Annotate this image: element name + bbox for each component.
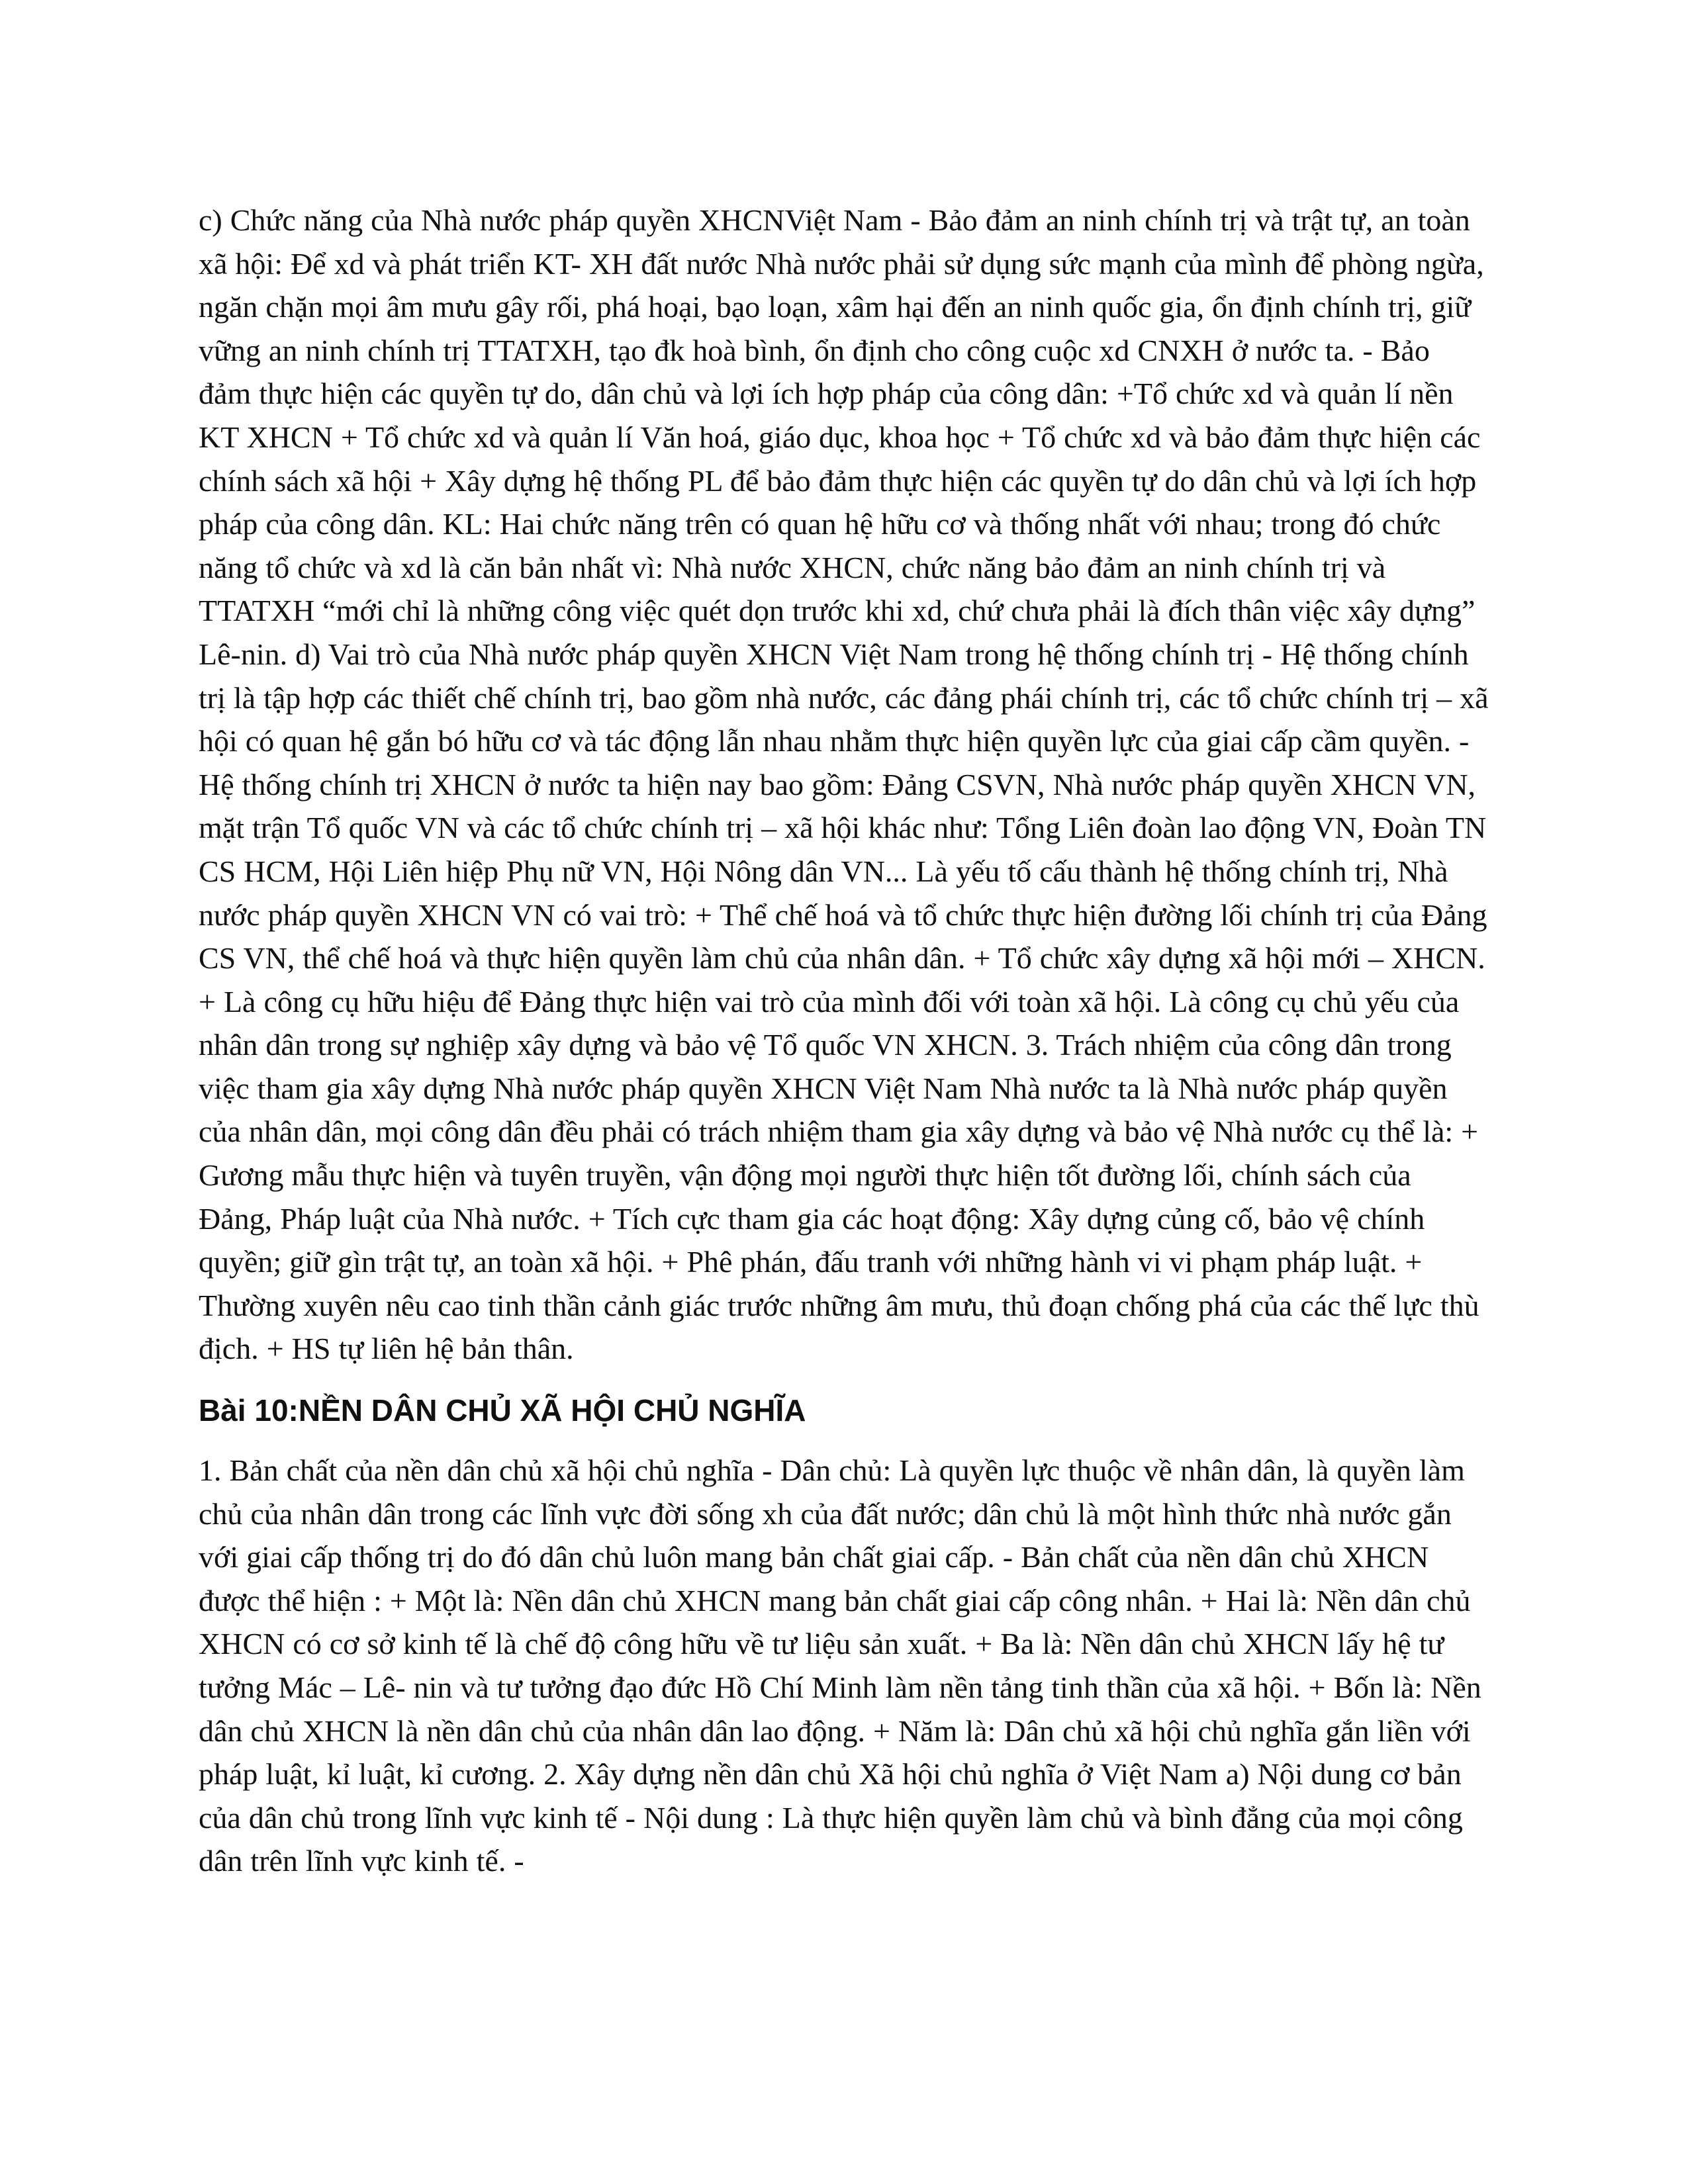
- body-paragraph: c) Chức năng của Nhà nước pháp quyền XHCNViệt Nam - Bảo đảm an ninh chính trị và trật tự, an toàn xã hội: Để xd và phát triển KT- XH đất nước Nhà nước phải sử dụng sức mạnh của mình để phòng ngừa, ngăn chặn mọi âm mưu gây rối, phá hoại, bạo loạn, xâm hại đến an ninh quốc gia, ổn định chính trị, giữ vững an ninh chính trị TTATXH, tạo đk hoà bình, ổn định cho công cuộc xd CNXH ở nước ta. - Bảo đảm thực hiện các quyền tự do, dân chủ và lợi ích hợp pháp của công dân: +Tổ chức xd và quản lí nền KT XHCN + Tổ chức xd và quản lí Văn hoá, giáo dục, khoa học + Tổ chức xd và bảo đảm thực hiện các chính sách xã hội + Xây dựng hệ thống PL để bảo đảm thực hiện các quyền tự do dân chủ và lợi ích hợp pháp của công dân. KL: Hai chức năng trên có quan hệ hữu cơ và thống nhất với nhau; trong đó chức năng tổ chức và xd là căn bản nhất vì: Nhà nước XHCN, chức năng bảo đảm an ninh chính trị và TTATXH “mới chỉ là những công việc quét dọn trước khi xd, chứ chưa phải là đích thân việc xây dựng” Lê-nin. d) Vai trò của Nhà nước pháp quyền XHCN Việt Nam trong hệ thống chính trị - Hệ thống chính trị là tập hợp các thiết chế chính trị, bao gồm nhà nước, các đảng phái chính trị, các tổ chức chính trị – xã hội có quan hệ gắn bó hữu cơ và tác động lẫn nhau nhằm thực hiện quyền lực của giai cấp cầm quyền. - Hệ thống chính trị XHCN ở nước ta hiện nay bao gồm: Đảng CSVN, Nhà nước pháp quyền XHCN VN, mặt trận Tổ quốc VN và các tổ chức chính trị – xã hội khác như: Tổng Liên đoàn lao động VN, Đoàn TN CS HCM, Hội Liên hiệp Phụ nữ VN, Hội Nông dân VN... Là yếu tố cấu thành hệ thống chính trị, Nhà nước pháp quyền XHCN VN có vai trò: + Thể chế hoá và tổ chức thực hiện đường lối chính trị của Đảng CS VN, thể chế hoá và thực hiện quyền làm chủ của nhân dân. + Tổ chức xây dựng xã hội mới – XHCN. + Là công cụ hữu hiệu để Đảng thực hiện vai trò của mình đối với toàn xã hội. Là công cụ chủ yếu của nhân dân trong sự nghiệp xây dựng và bảo vệ Tổ quốc VN XHCN. 3. Trách nhiệm của công dân trong việc tham gia xây dựng Nhà nước pháp quyền XHCN Việt Nam Nhà nước ta là Nhà nước pháp quyền của nhân dân, mọi công dân đều phải có trách nhiệm tham gia xây dựng và bảo vệ Nhà nước cụ thể là: + Gương mẫu thực hiện và tuyên truyền, vận động mọi người thực hiện tốt đường lối, chính sách của Đảng, Pháp luật của Nhà nước. + Tích cực tham gia các hoạt động: Xây dựng củng cố, bảo vệ chính quyền; giữ gìn trật tự, an toàn xã hội. + Phê phán, đấu tranh với những hành vi vi phạm pháp luật. + Thường xuyên nêu cao tinh thần cảnh giác trước những âm mưu, thủ đoạn chống phá của các thế lực thù địch. + HS tự liên hệ bản thân.: [199, 203, 1489, 1366]
- section-heading: Bài 10:NỀN DÂN CHỦ XÃ HỘI CHỦ NGHĨA: [199, 1393, 806, 1428]
- body-paragraph: 1. Bản chất của nền dân chủ xã hội chủ nghĩa - Dân chủ: Là quyền lực thuộc về nhân dân, là quyền làm chủ của nhân dân trong các lĩnh vực đời sống xh của đất nước; dân chủ là một hình thức nhà nước gắn với giai cấp thống trị do đó dân chủ luôn mang bản chất giai cấp. - Bản chất của nền dân chủ XHCN được thể hiện : + Một là: Nền dân chủ XHCN mang bản chất giai cấp công nhân. + Hai là: Nền dân chủ XHCN có cơ sở kinh tế là chế độ công hữu về tư liệu sản xuất. + Ba là: Nền dân chủ XHCN lấy hệ tư tưởng Mác – Lê- nin và tư tưởng đạo đức Hồ Chí Minh làm nền tảng tinh thần của xã hội. + Bốn là: Nền dân chủ XHCN là nền dân chủ của nhân dân lao động. + Năm là: Dân chủ xã hội chủ nghĩa gắn liền với pháp luật, kỉ luật, kỉ cương. 2. Xây dựng nền dân chủ Xã hội chủ nghĩa ở Việt Nam a) Nội dung cơ bản của dân chủ trong lĩnh vực kinh tế - Nội dung : Là thực hiện quyền làm chủ và bình đẳng của mọi công dân trên lĩnh vực kinh tế. -: [199, 1453, 1481, 1878]
- document-page: [199, 199, 1489, 1883]
